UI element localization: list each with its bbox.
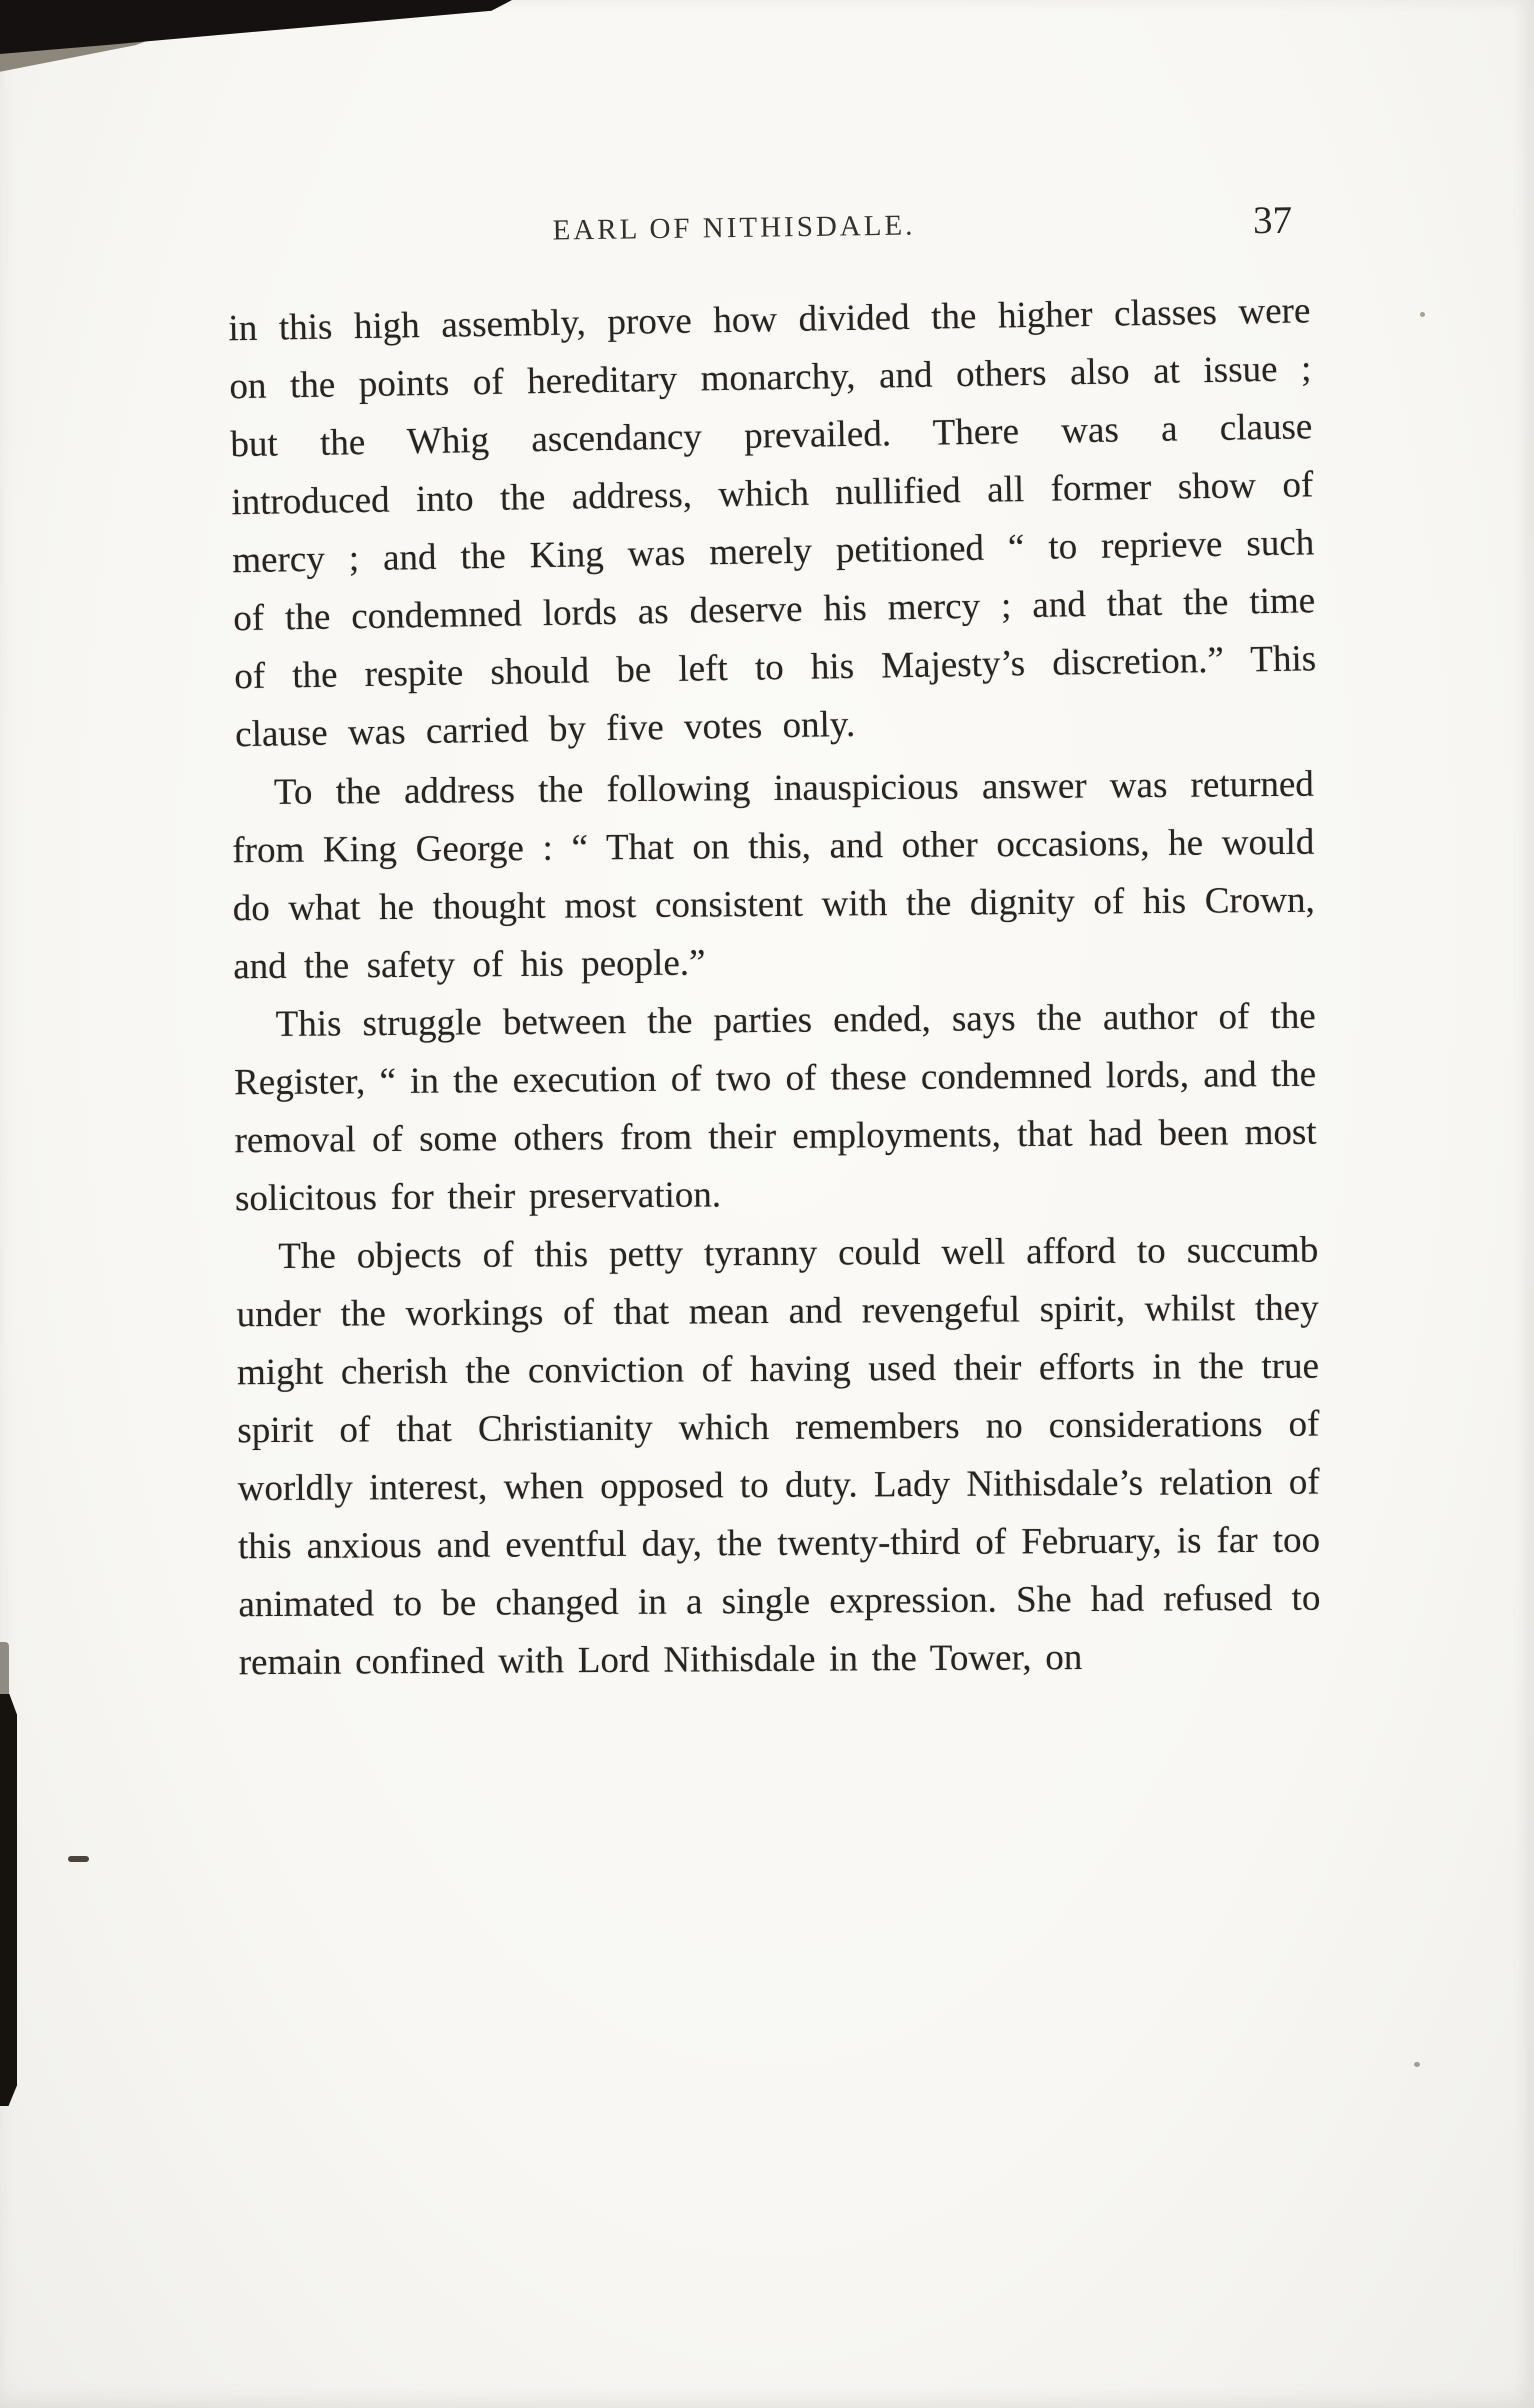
paragraph: This struggle between the parties ended, says the author of the Register, “ in the execution of two of these condemned lords, and the removal of some others from their employments, that had been most solicitous for their preservation. bbox=[234, 995, 1317, 1220]
paper-speck bbox=[1414, 2062, 1420, 2067]
paragraph: The objects of this petty tyranny could well afford to succumb under the workings of that mean and revengeful spirit, whilst they might cherish the conviction of having used their efforts in the true spirit of that Christianity which remembers no considerations of worldly interest, when opposed to duty. Lady Nithisdale’s relation of this anxious and eventful day, the twenty-third of February, is far too animated to be changed in a single expression. She had refused to remain confined with Lord Nithisdale in the Tower, on bbox=[236, 1229, 1321, 1684]
paper-speck bbox=[1420, 312, 1425, 317]
margin-dash-speck bbox=[68, 1856, 89, 1862]
running-title: EARL OF NITHISDALE. bbox=[552, 209, 916, 247]
scan-tear-top-left bbox=[0, 0, 512, 54]
page-header bbox=[228, 198, 1310, 272]
paragraph: To the address the following inauspicious answer was returned from King George : “ That on this, and other occasions, he would do what he thought most consistent with the dignity of his Crown, and the safety of his people.” bbox=[232, 763, 1315, 988]
page-number: 37 bbox=[1252, 198, 1293, 243]
paragraph-continuation: in this high assembly, prove how divided the higher classes were on the points of hereditary monarchy, and others also at issue ; but the Whig ascendancy prevailed. There was a clause introduced into the address, which nullified all former show of mercy ; and the King was merely petitioned “ to reprieve such of the condemned lords as deserve his mercy ; and that the time of the respite should be left to his Majesty’s discretion.” This clause was carried by five votes only. bbox=[228, 290, 1317, 756]
scan-binding-bar-left bbox=[0, 1694, 17, 2106]
page-text-block bbox=[228, 292, 1321, 1692]
